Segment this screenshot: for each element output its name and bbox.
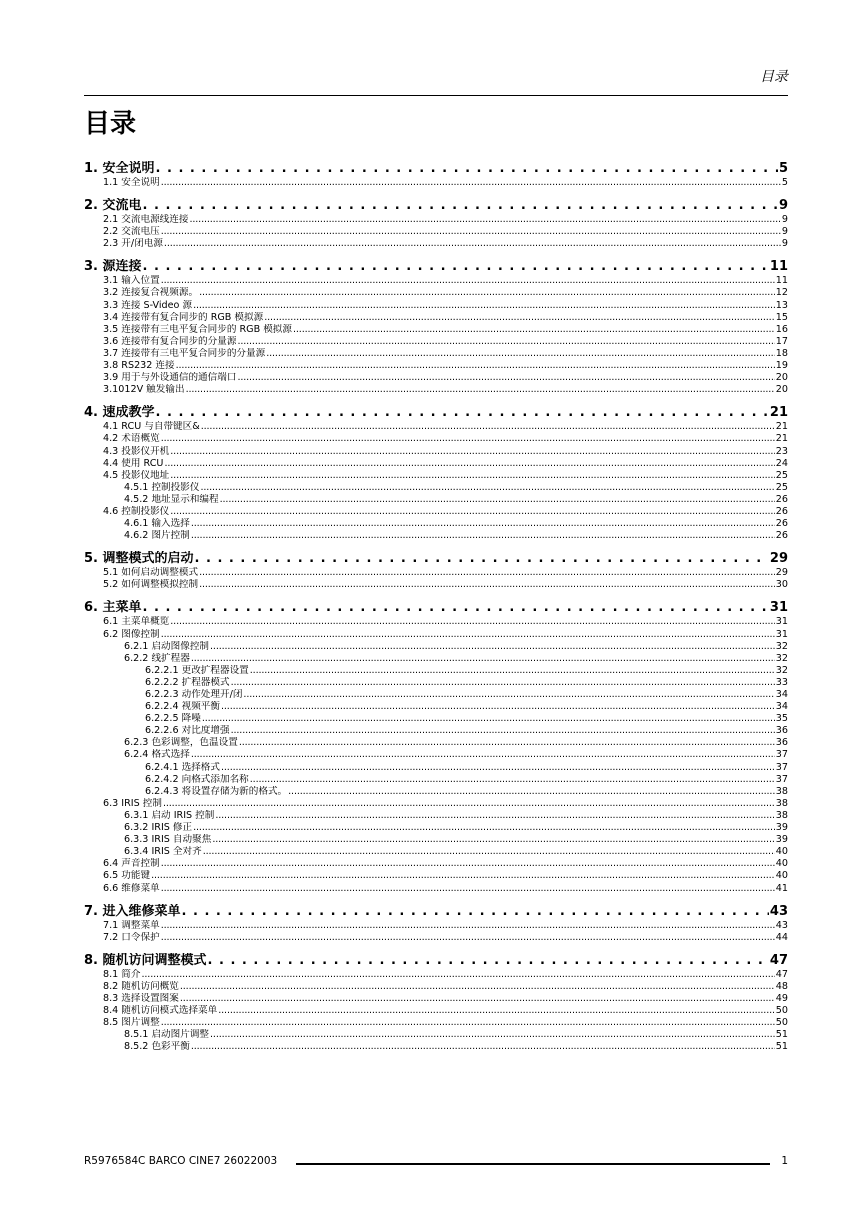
dot-leader xyxy=(243,689,774,701)
toc-page-number: 48 xyxy=(775,980,788,992)
toc-page-number: 20 xyxy=(775,372,788,384)
toc-entry-title: 3.2 连接复合视频源。 xyxy=(103,287,199,299)
toc-page-number: 19 xyxy=(775,360,788,372)
dot-leader xyxy=(221,701,775,713)
toc-entry[interactable] xyxy=(84,641,788,653)
dot-leader xyxy=(264,312,775,324)
dot-leader xyxy=(208,953,769,969)
toc-entry-title: 6.2.3 色彩调整，色温设置 xyxy=(124,737,238,749)
toc-page-number: 38 xyxy=(775,785,788,797)
toc-entry-title: 8.5.1 启动图片调整 xyxy=(124,1029,210,1041)
toc-page-number: 20 xyxy=(775,384,788,396)
toc-entry[interactable] xyxy=(84,446,788,458)
dot-leader xyxy=(210,1029,775,1041)
toc-page-number: 26 xyxy=(775,530,788,542)
dot-leader xyxy=(161,932,775,944)
dot-leader xyxy=(161,629,775,641)
toc-entry[interactable] xyxy=(84,701,788,713)
toc-page-number: 26 xyxy=(775,518,788,530)
toc-entry[interactable] xyxy=(84,774,788,786)
toc-entry-title: 3.3 连接 S-Video 源 xyxy=(103,299,193,311)
dot-leader xyxy=(161,883,775,895)
toc-entry[interactable] xyxy=(84,677,788,689)
toc-entry-title: 6.2.4.2 向格式添加名称 xyxy=(145,773,249,785)
dot-leader xyxy=(170,470,775,482)
toc-entry[interactable] xyxy=(84,969,788,981)
toc-entry-title: 6.2 图像控制 xyxy=(103,628,160,640)
toc-page-number: 17 xyxy=(775,335,788,347)
toc-chapter[interactable] xyxy=(84,259,788,275)
toc-entry[interactable] xyxy=(84,858,788,870)
toc-entry[interactable] xyxy=(84,993,788,1005)
dot-leader xyxy=(266,348,775,360)
toc-entry-title: 3.7 连接带有三电平复合同步的分量源 xyxy=(103,347,266,359)
toc-chapter-title xyxy=(84,551,195,567)
toc-entry[interactable] xyxy=(84,822,788,834)
dot-leader xyxy=(143,600,769,616)
toc-entry[interactable] xyxy=(84,177,788,189)
toc-entry-title: 6.5 功能键 xyxy=(103,870,151,882)
toc-page-number: 31 xyxy=(775,616,788,628)
toc-page-number: 47 xyxy=(775,968,788,980)
toc-page-number: 36 xyxy=(775,737,788,749)
toc-entry[interactable] xyxy=(84,1041,788,1053)
toc-entry-title: 7.1 调整菜单 xyxy=(103,919,160,931)
dot-leader xyxy=(170,616,775,628)
toc-chapter[interactable] xyxy=(84,161,788,177)
dot-leader xyxy=(237,336,774,348)
dot-leader xyxy=(191,518,775,530)
toc-entry-title: 8.1 简介 xyxy=(103,968,141,980)
toc-page-number: 39 xyxy=(775,822,788,834)
toc-page-number: 9 xyxy=(781,226,788,238)
dot-leader xyxy=(161,858,775,870)
toc-entry-title: 5.2 如何调整模拟控制 xyxy=(103,579,199,591)
toc-entry-title: 6.2.4 格式选择 xyxy=(124,749,190,761)
dot-leader xyxy=(231,677,775,689)
toc-entry[interactable] xyxy=(84,981,788,993)
toc-page-number: 35 xyxy=(775,713,788,725)
toc-entry-title: 3.9 用于与外设通信的通信端口 xyxy=(103,372,237,384)
dot-leader xyxy=(193,300,775,312)
toc-entry[interactable] xyxy=(84,616,788,628)
dot-leader xyxy=(191,1041,775,1053)
toc-page-number: 24 xyxy=(775,457,788,469)
dot-leader xyxy=(180,981,775,993)
toc-page-number: 32 xyxy=(775,664,788,676)
toc-entry[interactable] xyxy=(84,494,788,506)
dot-leader xyxy=(176,360,775,372)
toc-entry[interactable] xyxy=(84,689,788,701)
toc-entry-title: 3.1012V 触发输出 xyxy=(103,384,185,396)
toc-page-number: 16 xyxy=(775,323,788,335)
toc-chapter[interactable] xyxy=(84,405,788,421)
toc-page-number: 40 xyxy=(775,858,788,870)
dot-leader xyxy=(220,494,775,506)
toc-entry[interactable] xyxy=(84,470,788,482)
toc-entry[interactable] xyxy=(84,846,788,858)
dot-leader xyxy=(161,275,775,287)
toc-entry-title: 1.1 安全说明 xyxy=(103,177,160,188)
dot-leader xyxy=(161,226,781,238)
toc-entry[interactable] xyxy=(84,324,788,336)
toc-page-number: 13 xyxy=(775,299,788,311)
toc-page-number: 31 xyxy=(775,628,788,640)
toc-chapter-number: 1. xyxy=(84,161,98,176)
header-divider xyxy=(84,95,788,96)
toc-chapter-title xyxy=(84,405,156,421)
toc-entry-title: 6.6 维修菜单 xyxy=(103,882,160,894)
toc-entry[interactable] xyxy=(84,348,788,360)
toc-page-number: 51 xyxy=(775,1029,788,1041)
toc-page-number: 26 xyxy=(775,493,788,505)
toc-page-number: 12 xyxy=(775,287,788,299)
toc-page-number: 9 xyxy=(778,198,788,214)
toc-chapter-title xyxy=(84,904,182,920)
toc-entry[interactable] xyxy=(84,336,788,348)
toc-page-number: 21 xyxy=(775,433,788,445)
toc-entry[interactable] xyxy=(84,214,788,226)
toc-page-number: 29 xyxy=(769,551,788,567)
toc-entry-title: 4.5.2 地址显示和编程 xyxy=(124,493,219,505)
toc-entry-title: 3.4 连接带有复合同步的 RGB 模拟源 xyxy=(103,311,264,323)
toc-entry-title: 4.5.1 控制投影仪 xyxy=(124,481,200,493)
toc-page-number: 50 xyxy=(775,1005,788,1017)
toc-entry[interactable] xyxy=(84,665,788,677)
toc-chapter[interactable] xyxy=(84,600,788,616)
toc-entry[interactable] xyxy=(84,360,788,372)
dot-leader xyxy=(186,384,775,396)
toc-page-number: 21 xyxy=(775,421,788,433)
dot-leader xyxy=(215,810,774,822)
dot-leader xyxy=(199,567,775,579)
dot-leader xyxy=(180,993,775,1005)
toc-chapter[interactable] xyxy=(84,551,788,567)
toc-entry-title: 4.1 RCU 与自带键区& xyxy=(103,421,200,433)
toc-chapter-name: 交流电 xyxy=(102,198,142,214)
toc-chapter[interactable] xyxy=(84,198,788,214)
toc-entry[interactable] xyxy=(84,786,788,798)
toc-entry[interactable] xyxy=(84,834,788,846)
toc-entry-title: 2.3 开/闭电源 xyxy=(103,238,163,250)
toc-entry-title: 6.4 声音控制 xyxy=(103,858,160,870)
toc-chapter-number: 6. xyxy=(84,600,98,616)
toc-page-number: 47 xyxy=(769,952,788,968)
toc-entry-title: 3.6 连接带有复合同步的分量源 xyxy=(103,335,237,347)
toc-page-number: 38 xyxy=(775,797,788,809)
toc-entry-title: 7.2 口令保护 xyxy=(103,931,160,943)
toc-entry[interactable] xyxy=(84,458,788,470)
toc-page-number: 33 xyxy=(775,676,788,688)
toc-entry[interactable] xyxy=(84,629,788,641)
toc-page-number: 25 xyxy=(775,481,788,493)
toc-page-number: 51 xyxy=(775,1041,788,1053)
toc-page-number: 37 xyxy=(775,761,788,773)
toc-page-number: 43 xyxy=(775,919,788,931)
dot-leader xyxy=(293,324,775,336)
toc-page-number: 50 xyxy=(775,1017,788,1029)
toc-entry[interactable] xyxy=(84,238,788,250)
toc-chapter-number: 7. xyxy=(84,903,98,919)
toc-page-number: 11 xyxy=(775,275,788,287)
dot-leader xyxy=(210,641,775,653)
toc-entry-title: 2.1 交流电源线连接 xyxy=(103,214,189,226)
dot-leader xyxy=(161,433,775,445)
toc-chapter-number: 8. xyxy=(84,952,98,968)
toc-chapter-name: 进入维修菜单 xyxy=(102,903,181,919)
toc-page-number: 37 xyxy=(775,773,788,785)
dot-leader xyxy=(142,969,775,981)
dot-leader xyxy=(195,551,769,567)
toc-entry-title: 2.2 交流电压 xyxy=(103,226,160,238)
dot-leader xyxy=(161,920,775,932)
toc-entry-title: 8.5.2 色彩平衡 xyxy=(124,1041,190,1053)
table-of-contents xyxy=(84,161,788,1053)
toc-entry-title: 6.2.1 启动图像控制 xyxy=(124,640,210,652)
toc-chapter-title xyxy=(84,198,143,214)
dot-leader xyxy=(170,506,775,518)
toc-entry-title: 6.2.2.5 降噪 xyxy=(145,713,201,725)
toc-entry-title: 3.5 连接带有三电平复合同步的 RGB 模拟源 xyxy=(103,323,292,335)
dot-leader xyxy=(193,822,775,834)
toc-entry[interactable] xyxy=(84,1029,788,1041)
dot-leader xyxy=(156,405,769,421)
toc-chapter-name: 主菜单 xyxy=(102,600,142,616)
toc-page-number: 43 xyxy=(769,903,788,919)
toc-page-number: 18 xyxy=(775,347,788,359)
toc-entry[interactable] xyxy=(84,482,788,494)
toc-page-number: 5 xyxy=(778,161,788,176)
toc-entry[interactable] xyxy=(84,810,788,822)
toc-entry-title: 6.1 主菜单概览 xyxy=(103,616,170,628)
toc-chapter-number: 2. xyxy=(84,198,98,214)
toc-entry-title: 6.2.2.6 对比度增强 xyxy=(145,725,230,737)
toc-entry-title: 8.2 随机访问概览 xyxy=(103,980,179,992)
toc-chapter[interactable] xyxy=(84,904,788,920)
dot-leader xyxy=(143,198,778,214)
toc-chapter-number: 4. xyxy=(84,405,98,421)
dot-leader xyxy=(143,259,769,275)
toc-entry-title: 6.2.2.2 扩程器模式 xyxy=(145,676,230,688)
toc-entry[interactable] xyxy=(84,518,788,530)
toc-entry-title: 6.2.2.1 更改扩程器设置 xyxy=(145,664,249,676)
dot-leader xyxy=(189,214,780,226)
dot-leader xyxy=(239,737,775,749)
toc-entry-title: 4.4 使用 RCU xyxy=(103,457,164,469)
toc-page-number: 39 xyxy=(775,834,788,846)
toc-chapter-name: 速成教学 xyxy=(102,405,155,421)
toc-entry-title: 4.6.2 图片控制 xyxy=(124,530,190,542)
toc-entry[interactable] xyxy=(84,579,788,591)
toc-page-number: 25 xyxy=(775,469,788,481)
dot-leader xyxy=(212,834,774,846)
toc-entry[interactable] xyxy=(84,506,788,518)
toc-chapter-name: 调整模式的启动 xyxy=(102,551,194,567)
toc-entry[interactable] xyxy=(84,226,788,238)
toc-entry[interactable] xyxy=(84,920,788,932)
toc-entry[interactable] xyxy=(84,870,788,882)
toc-entry-title: 4.6 控制投影仪 xyxy=(103,505,170,517)
toc-entry[interactable] xyxy=(84,287,788,299)
footer-divider xyxy=(296,1163,770,1165)
toc-page-number: 32 xyxy=(775,640,788,652)
toc-page-number: 34 xyxy=(775,701,788,713)
toc-entry[interactable] xyxy=(84,300,788,312)
toc-entry[interactable] xyxy=(84,433,788,445)
toc-chapter[interactable] xyxy=(84,953,788,969)
dot-leader xyxy=(170,446,775,458)
toc-entry-title: 3.1 输入位置 xyxy=(103,275,160,287)
dot-leader xyxy=(250,665,775,677)
toc-page-number: 38 xyxy=(775,809,788,821)
footer-document-code: R5976584C BARCO CINE7 26022003 xyxy=(84,1155,278,1167)
dot-leader xyxy=(201,421,775,433)
toc-page-number: 32 xyxy=(775,652,788,664)
toc-chapter-number: 3. xyxy=(84,259,98,275)
toc-entry[interactable] xyxy=(84,567,788,579)
toc-chapter-title xyxy=(84,259,143,275)
toc-entry-title: 6.2.2 线扩程器 xyxy=(124,652,190,664)
dot-leader xyxy=(164,458,774,470)
dot-leader xyxy=(163,798,775,810)
toc-page-number: 34 xyxy=(775,689,788,700)
toc-page-number: 5 xyxy=(781,177,788,188)
toc-page-number: 40 xyxy=(775,846,788,858)
dot-leader xyxy=(237,372,774,384)
toc-chapter-number: 5. xyxy=(84,551,98,567)
toc-entry-title: 6.2.4.3 将设置存储为新的格式。 xyxy=(145,785,288,797)
toc-entry[interactable] xyxy=(84,883,788,895)
toc-entry-title: 4.3 投影仪开机 xyxy=(103,445,170,457)
toc-page-number: 23 xyxy=(775,445,788,457)
toc-entry-title: 8.4 随机访问模式选择菜单 xyxy=(103,1005,218,1017)
toc-entry[interactable] xyxy=(84,372,788,384)
dot-leader xyxy=(200,482,774,494)
dot-leader xyxy=(250,774,775,786)
dot-leader xyxy=(199,579,775,591)
toc-entry-title: 6.3.4 IRIS 全对齐 xyxy=(124,846,202,858)
toc-page-number: 44 xyxy=(775,931,788,943)
toc-entry-title: 6.2.4.1 选择格式 xyxy=(145,761,220,773)
dot-leader xyxy=(202,713,775,725)
page-title: 目录 xyxy=(84,109,137,139)
dot-leader xyxy=(231,725,775,737)
toc-entry-title: 6.2.2.3 动作处理开/闭 xyxy=(145,689,243,700)
toc-page-number: 37 xyxy=(775,749,788,761)
toc-entry[interactable] xyxy=(84,725,788,737)
toc-page-number: 26 xyxy=(775,505,788,517)
toc-entry[interactable] xyxy=(84,1005,788,1017)
toc-entry-title: 6.3.1 启动 IRIS 控制 xyxy=(124,809,215,821)
running-header: 目录 xyxy=(760,69,788,85)
toc-page-number: 41 xyxy=(775,882,788,894)
toc-entry-title: 6.2.2.4 视频平衡 xyxy=(145,701,220,713)
toc-entry-title: 8.5 图片调整 xyxy=(103,1017,160,1029)
dot-leader xyxy=(288,786,775,798)
dot-leader xyxy=(161,1017,775,1029)
toc-page-number: 15 xyxy=(775,311,788,323)
dot-leader xyxy=(161,177,781,189)
dot-leader xyxy=(221,762,775,774)
toc-page-number: 21 xyxy=(769,405,788,421)
toc-entry[interactable] xyxy=(84,312,788,324)
dot-leader xyxy=(191,530,775,542)
toc-entry-title: 8.3 选择设置图案 xyxy=(103,992,179,1004)
toc-chapter-title xyxy=(84,600,143,616)
toc-entry[interactable] xyxy=(84,275,788,287)
toc-entry-title: 4.5 投影仪地址 xyxy=(103,469,170,481)
toc-entry[interactable] xyxy=(84,932,788,944)
toc-page-number: 9 xyxy=(781,214,788,226)
toc-entry-title: 4.2 术语概览 xyxy=(103,433,160,445)
toc-page-number: 31 xyxy=(769,600,788,616)
toc-entry[interactable] xyxy=(84,653,788,665)
toc-entry-title: 5.1 如何启动调整模式 xyxy=(103,567,199,579)
toc-entry-title: 3.8 RS232 连接 xyxy=(103,360,175,372)
toc-entry[interactable] xyxy=(84,530,788,542)
toc-page-number: 40 xyxy=(775,870,788,882)
dot-leader xyxy=(203,846,775,858)
toc-entry[interactable] xyxy=(84,749,788,761)
toc-chapter-title xyxy=(84,953,208,969)
toc-page-number: 36 xyxy=(775,725,788,737)
toc-page-number: 30 xyxy=(775,579,788,591)
toc-entry[interactable] xyxy=(84,737,788,749)
toc-chapter-title xyxy=(84,161,156,177)
dot-leader xyxy=(218,1005,775,1017)
toc-chapter-name: 源连接 xyxy=(102,259,142,275)
toc-chapter-name: 安全说明 xyxy=(102,161,155,176)
toc-entry-title: 6.3 IRIS 控制 xyxy=(103,797,162,809)
dot-leader xyxy=(164,238,781,250)
dot-leader xyxy=(156,161,778,177)
toc-page-number: 11 xyxy=(769,259,788,275)
toc-entry-title: 4.6.1 输入选择 xyxy=(124,518,190,530)
toc-entry[interactable] xyxy=(84,713,788,725)
footer-page-number: 1 xyxy=(781,1155,788,1167)
toc-page-number: 49 xyxy=(775,992,788,1004)
toc-entry[interactable] xyxy=(84,1017,788,1029)
toc-page-number: 29 xyxy=(775,567,788,579)
toc-entry[interactable] xyxy=(84,762,788,774)
toc-entry-title: 6.3.2 IRIS 修正 xyxy=(124,822,193,834)
dot-leader xyxy=(191,653,775,665)
dot-leader xyxy=(191,749,775,761)
toc-entry-title: 6.3.3 IRIS 自动聚焦 xyxy=(124,834,212,846)
dot-leader xyxy=(182,904,769,920)
toc-chapter-name: 随机访问调整模式 xyxy=(102,952,207,968)
dot-leader xyxy=(151,870,775,882)
dot-leader xyxy=(199,287,775,299)
toc-entry[interactable] xyxy=(84,384,788,396)
toc-page-number: 9 xyxy=(781,238,788,250)
toc-entry[interactable] xyxy=(84,798,788,810)
toc-entry[interactable] xyxy=(84,421,788,433)
